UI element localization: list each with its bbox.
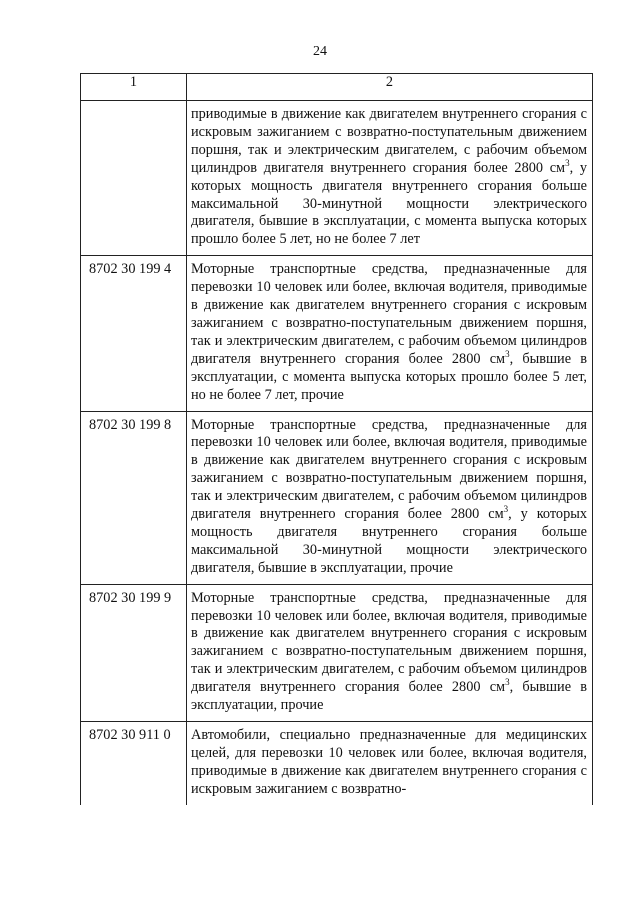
header-col-2: 2 [187, 74, 593, 101]
row-code: 8702 30 199 8 [81, 411, 187, 584]
header-col-1: 1 [81, 74, 187, 101]
table-header-row [81, 74, 593, 101]
row-description: приводимые в движение как двигателем внутреннего сгорания с искровым зажиганием с возвратно-поступательным движением поршня, так и электрическим двигателем, с рабочим объемом цилиндров двигателя внутреннего сгорания более 2800 $см^3$, у которых мощность двигателя внутреннего сгорания больше максимальной 30-минутной мощности электрического двигателя, бывшие в эксплуатации, с момента выпуска которых прошло более 5 лет, но не более 7 лет [187, 101, 593, 256]
row-description: Моторные транспортные средства, предназначенные для перевозки 10 человек или более, включая водителя, приводимые в движение как двигателем внутреннего сгорания с искровым зажиганием с возвратно-поступательным движением поршня, так и электрическим двигателем, с рабочим объемом цилиндров двигателя внутреннего сгорания более 2800 $см^3$, у которых мощность двигателя внутреннего сгорания больше максимальной 30-минутной мощности электрического двигателя, бывшие в эксплуатации, прочие [187, 411, 593, 584]
row-description: Моторные транспортные средства, предназначенные для перевозки 10 человек или более, включая водителя, приводимые в движение как двигателем внутреннего сгорания с искровым зажиганием с возвратно-поступательным движением поршня, так и электрическим двигателем, с рабочим объемом цилиндров двигателя внутреннего сгорания более 2800 $см^3$, бывшие в эксплуатации, прочие [187, 584, 593, 721]
table-row [81, 584, 593, 721]
tariff-table [80, 73, 593, 805]
table-row [81, 101, 593, 256]
table-row [81, 411, 593, 584]
row-description: Моторные транспортные средства, предназначенные для перевозки 10 человек или более, включая водителя, приводимые в движение как двигателем внутреннего сгорания с искровым зажиганием с возвратно-поступательным движением поршня, так и электрическим двигателем, с рабочим объемом цилиндров двигателя внутреннего сгорания более 2800 $см^3$, бывшие в эксплуатации, с момента выпуска которых прошло более 5 лет, но не более 7 лет, прочие [187, 256, 593, 411]
page-number: 24 [313, 44, 327, 59]
row-code: 8702 30 199 4 [81, 256, 187, 411]
table-row [81, 722, 593, 805]
row-description: Автомобили, специально предназначенные для медицинских целей, для перевозки 10 человек или более, включая водителя, приводимые в движение как двигателем внутреннего сгорания с искровым зажиганием с возвратно- [187, 722, 593, 805]
row-code: 8702 30 199 9 [81, 584, 187, 721]
row-code: 8702 30 911 0 [81, 722, 187, 805]
row-code [81, 101, 187, 256]
table-row [81, 256, 593, 411]
